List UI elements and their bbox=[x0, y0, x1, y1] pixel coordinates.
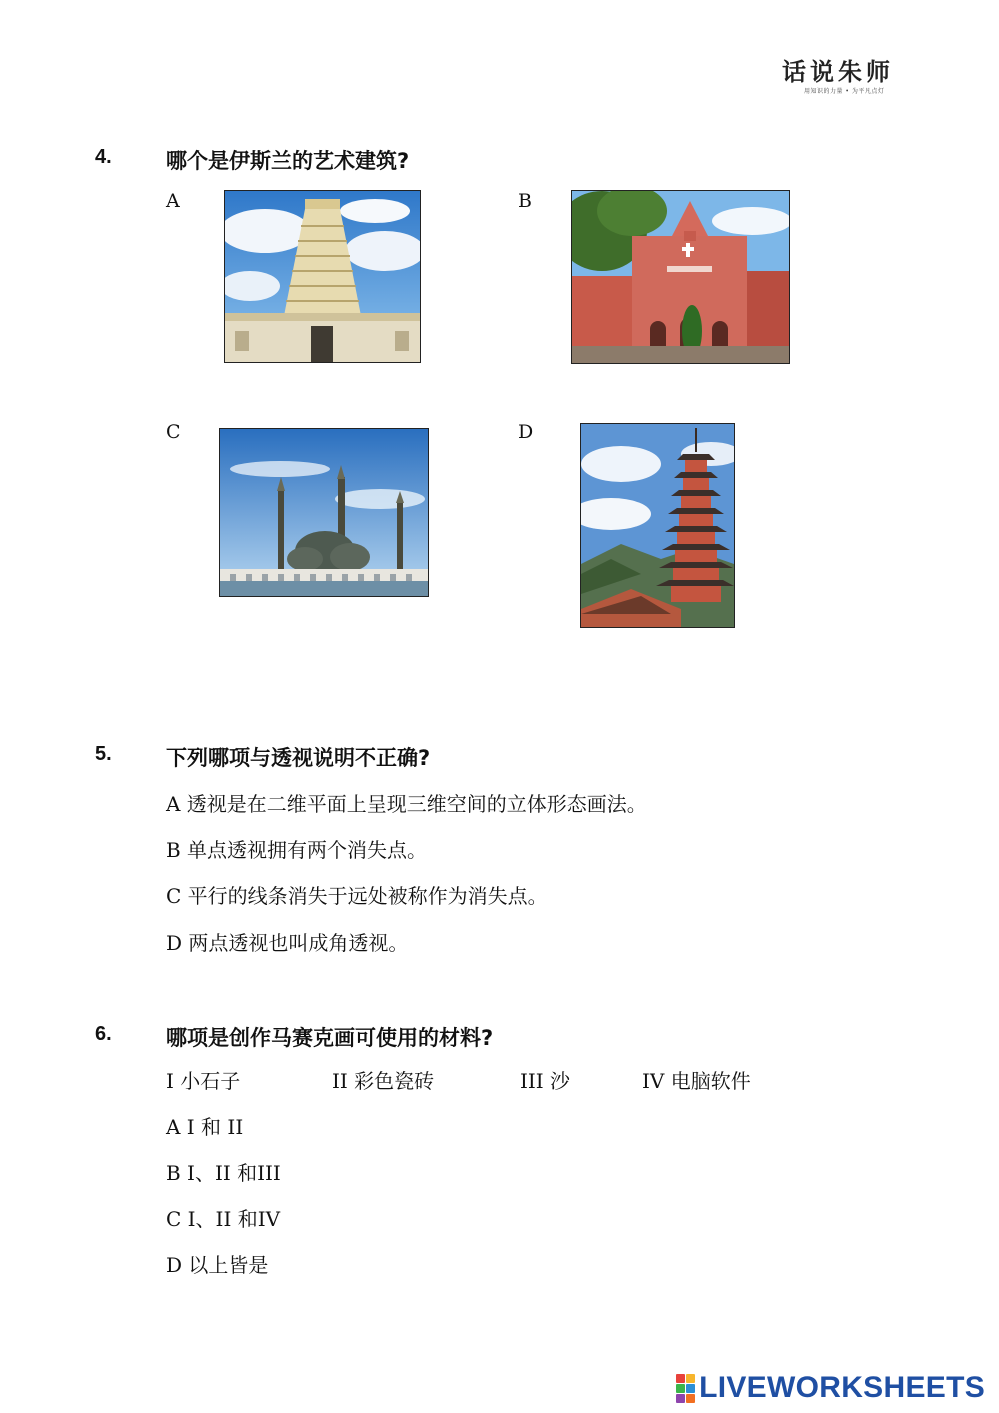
q5-option-b[interactable]: B 单点透视拥有两个消失点。 bbox=[166, 838, 428, 862]
hindu-temple-image[interactable] bbox=[224, 190, 421, 363]
question-5-text: 下列哪项与透视说明不正确? bbox=[166, 746, 431, 770]
q6-item-3: III 沙 bbox=[520, 1069, 571, 1093]
question-4-text: 哪个是伊斯兰的艺术建筑? bbox=[166, 149, 410, 173]
q6-option-d[interactable]: D 以上皆是 bbox=[166, 1253, 269, 1277]
logo-subtitle: 用知识的力量 • 为平凡点灯 bbox=[804, 88, 885, 95]
q4-option-d-letter: D bbox=[518, 421, 534, 443]
header-logo bbox=[782, 58, 912, 100]
question-6-number: 6. bbox=[95, 1023, 112, 1045]
liveworksheets-brand-text: LIVEWORKSHEETS bbox=[699, 1371, 985, 1404]
q5-option-c[interactable]: C 平行的线条消失于远处被称作为消失点。 bbox=[166, 884, 548, 908]
q6-option-c[interactable]: C I、II 和IV bbox=[166, 1207, 281, 1231]
question-5-number: 5. bbox=[95, 743, 112, 765]
question-4-number: 4. bbox=[95, 146, 112, 168]
q5-option-d[interactable]: D 两点透视也叫成角透视。 bbox=[166, 931, 409, 955]
q5-option-a[interactable]: A 透视是在二维平面上呈现三维空间的立体形态画法。 bbox=[166, 792, 647, 816]
q6-option-a[interactable]: A I 和 II bbox=[166, 1115, 244, 1139]
q4-option-a-letter: A bbox=[166, 190, 180, 212]
logo-title: 话说朱师 bbox=[782, 57, 894, 86]
crystal-mosque-image[interactable] bbox=[219, 428, 429, 597]
chinese-pagoda-image[interactable] bbox=[580, 423, 735, 628]
red-church-image[interactable] bbox=[571, 190, 790, 364]
q6-item-4: IV 电脑软件 bbox=[642, 1069, 751, 1093]
liveworksheets-logo[interactable] bbox=[676, 1372, 985, 1404]
q6-item-2: II 彩色瓷砖 bbox=[332, 1069, 435, 1093]
q6-option-b[interactable]: B I、II 和III bbox=[166, 1161, 281, 1185]
q6-item-1: I 小石子 bbox=[166, 1069, 241, 1093]
q4-option-c-letter: C bbox=[166, 421, 181, 443]
liveworksheets-mark-icon bbox=[676, 1374, 695, 1403]
question-6-text: 哪项是创作马赛克画可使用的材料? bbox=[166, 1026, 494, 1050]
q4-option-b-letter: B bbox=[518, 190, 532, 212]
